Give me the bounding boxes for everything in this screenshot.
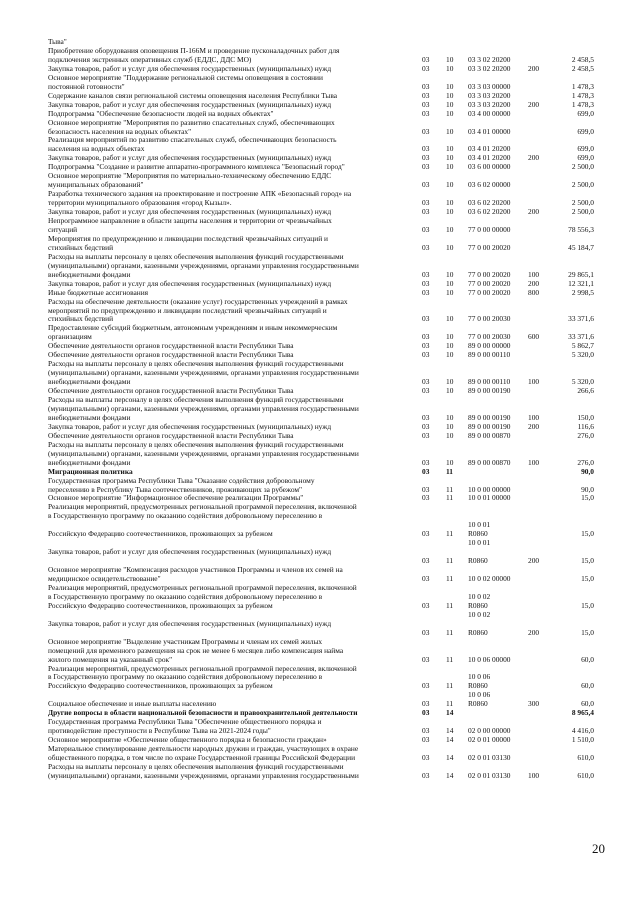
row-text: Российскую Федерацию соотечественников, проживающих за рубежом [48, 600, 273, 610]
row-text: безопасность населения на водных объектах" [48, 126, 192, 136]
row-subsection-code: 10 [446, 412, 454, 422]
row-target-article: R0860 [468, 529, 488, 539]
row-amount: 116,6 [577, 421, 594, 431]
row-section-code: 03 [422, 63, 430, 73]
row-section-code: 03 [422, 350, 430, 360]
row-text: Закупка товаров, работ и услуг для обеспечения государственных (муниципальных) нужд [48, 278, 332, 288]
row-amount: 15,0 [581, 627, 594, 637]
row-expense-type: 100 [528, 269, 540, 279]
row-target-article: 10 0 06 [468, 690, 491, 700]
row-text: Расходы на выплаты персоналу в целях обеспечения выполнения функций государственными [48, 251, 344, 261]
row-text: Государственная программа Республики Тыва "Оказание содействия добровольному [48, 475, 315, 485]
row-expense-type: 800 [528, 287, 540, 297]
row-target-article: 02 0 00 00000 [468, 726, 511, 736]
row-expense-type: 100 [528, 377, 540, 387]
row-target-article: 89 0 00 00190 [468, 421, 511, 431]
row-amount: 2 458,5 [571, 54, 594, 64]
row-text: мероприятий по предупреждению и ликвидации последствий чрезвычайных ситуаций и [48, 305, 327, 315]
row-text: стихийных бедствий [48, 314, 114, 324]
row-section-code: 03 [422, 421, 430, 431]
row-text: Непрограммное направление в области защиты населения и территории от чрезвычайных [48, 216, 332, 225]
row-amount: 5 320,0 [571, 350, 594, 360]
row-target-article: 89 0 00 00110 [468, 377, 511, 387]
row-target-article: 89 0 00 00110 [468, 350, 511, 360]
row-amount: 29 865,1 [568, 269, 594, 279]
row-text: Мероприятия по предупреждению и ликвидации последствий чрезвычайных ситуаций и [48, 233, 328, 243]
row-section-code: 03 [422, 654, 430, 664]
row-text: (муниципальными) органами, казенными учреждениями, органами управления государственными [48, 368, 359, 378]
row-text: Миграционная политика [48, 466, 133, 476]
row-amount: 60,0 [581, 681, 594, 691]
row-amount: 15,0 [581, 556, 594, 566]
row-text: (муниципальными) органами, казенными учреждениями, органами управления государственными [48, 770, 359, 780]
row-amount: 2 458,5 [571, 63, 594, 73]
row-text: Реализация мероприятий, предусмотренных региональной программой переселения, включенной [48, 582, 357, 592]
row-subsection-code: 10 [446, 108, 454, 118]
row-text: Расходы на обеспечение деятельности (оказание услуг) государственных учреждений в рамках [48, 296, 348, 306]
row-text: Основное мероприятие "Мероприятия по развитию спасательных служб, обеспечивающих [48, 117, 335, 127]
row-text: Обеспечение деятельности органов государственной власти Республики Тыва [48, 350, 294, 360]
row-subsection-code: 10 [446, 350, 454, 360]
row-target-article: 03 6 02 20200 [468, 198, 511, 208]
row-text: Реализация мероприятий, предусмотренных региональной программой переселения, включенной [48, 663, 357, 673]
row-text: Материальное стимулирование деятельности народных дружин и граждан, участвующих в охране [48, 744, 359, 754]
row-expense-type: 600 [528, 332, 540, 342]
row-amount: 2 500,0 [571, 198, 594, 208]
row-text: Закупка товаров, работ и услуг для обеспечения государственных (муниципальных) нужд [48, 618, 332, 628]
row-text: Закупка товаров, работ и услуг для обеспечения государственных (муниципальных) нужд [48, 547, 332, 557]
row-text: Закупка товаров, работ и услуг для обеспечения государственных (муниципальных) нужд [48, 153, 332, 163]
row-section-code: 03 [422, 180, 430, 190]
row-target-article: R0860 [468, 556, 488, 566]
row-subsection-code: 10 [446, 162, 454, 172]
row-section-code: 03 [422, 753, 430, 762]
row-target-article: 89 0 00 00190 [468, 386, 511, 396]
row-text: переселению в Республику Тыва соотечественников, проживающих за рубежом" [48, 484, 303, 494]
row-target-article: 77 0 00 20020 [468, 278, 511, 288]
row-subsection-code: 11 [446, 681, 454, 691]
row-section-code: 03 [422, 430, 430, 440]
row-target-article: 10 0 02 [468, 609, 491, 619]
row-expense-type: 200 [528, 556, 540, 566]
row-target-article: 03 3 02 20200 [468, 63, 511, 73]
row-text: Основное мероприятие "Компенсация расходов участников Программы и членов их семей на [48, 565, 343, 575]
row-amount: 90,0 [581, 466, 594, 476]
row-amount: 60,0 [581, 699, 594, 709]
row-subsection-code: 14 [446, 735, 454, 745]
row-section-code: 03 [422, 341, 430, 351]
row-target-article: 03 3 03 20200 [468, 99, 511, 109]
row-amount: 150,0 [577, 412, 594, 422]
row-amount: 699,0 [577, 144, 594, 154]
row-section-code: 03 [422, 770, 430, 780]
row-target-article: 10 0 02 [468, 591, 491, 601]
row-amount: 1 478,3 [571, 81, 594, 91]
row-text: противодействие преступности в Республике Тыва на 2021-2024 годы" [48, 726, 271, 736]
row-section-code: 03 [422, 90, 430, 100]
row-section-code: 03 [422, 484, 430, 494]
row-section-code: 03 [422, 242, 430, 252]
row-expense-type: 100 [528, 412, 540, 422]
row-text: Закупка товаров, работ и услуг для обеспечения государственных (муниципальных) нужд [48, 99, 332, 109]
row-target-article: 10 0 01 [468, 520, 491, 530]
row-section-code: 03 [422, 681, 430, 691]
row-amount: 12 321,1 [568, 278, 594, 288]
row-text: Расходы на выплаты персоналу в целях обеспечения выполнения функций государственными [48, 761, 344, 771]
row-section-code: 03 [422, 493, 430, 503]
row-section-code: 03 [422, 54, 430, 64]
row-text: муниципальных образований" [48, 180, 144, 190]
row-section-code: 03 [422, 278, 430, 288]
row-text: постоянной готовности" [48, 81, 125, 91]
row-text: Содержание каналов связи региональной системы оповещения населения Республики Тыва [48, 90, 338, 100]
row-section-code: 03 [422, 332, 430, 342]
row-text: территории муниципального образования «город Кызыл». [48, 198, 232, 208]
row-text: Закупка товаров, работ и услуг для обеспечения государственных (муниципальных) нужд [48, 63, 332, 73]
row-amount: 4 416,0 [571, 726, 594, 736]
row-subsection-code: 11 [446, 654, 454, 664]
row-amount: 699,0 [577, 153, 594, 163]
row-expense-type: 200 [528, 627, 540, 637]
row-subsection-code: 10 [446, 430, 454, 440]
row-target-article: 03 4 01 00000 [468, 126, 511, 136]
row-section-code: 03 [422, 99, 430, 109]
row-section-code: 03 [422, 466, 430, 476]
row-text: общественного порядка, в том числе по охране Государственной границы Российской Федерации [48, 753, 356, 762]
row-amount: 33 371,6 [568, 314, 594, 324]
row-text: Закупка товаров, работ и услуг для обеспечения государственных (муниципальных) нужд [48, 421, 332, 431]
row-text: подключения экстренных оперативных служб (ЕДДС, ДДС МО) [48, 54, 252, 64]
row-section-code: 03 [422, 269, 430, 279]
row-subsection-code: 10 [446, 278, 454, 288]
row-text: Приобретение оборудования оповещения П-166М и проведение пусконаладочных работ для [48, 45, 340, 55]
row-text: Российскую Федерацию соотечественников, проживающих за рубежом [48, 529, 273, 539]
row-target-article: 10 0 00 00000 [468, 484, 511, 494]
row-amount: 2 500,0 [571, 162, 594, 172]
row-target-article: 03 4 01 20200 [468, 153, 511, 163]
row-amount: 33 371,6 [568, 332, 594, 342]
row-text: Социальное обеспечение и иные выплаты населению [48, 699, 217, 709]
row-text: жилого помещения на указанный срок" [48, 654, 173, 664]
row-subsection-code: 10 [446, 457, 454, 467]
row-target-article: 10 0 02 00000 [468, 574, 511, 583]
row-text: Тыва" [48, 37, 67, 46]
row-amount: 45 184,7 [568, 242, 594, 252]
row-subsection-code: 10 [446, 341, 454, 351]
row-section-code: 03 [422, 412, 430, 422]
row-text: в Государственную программу по оказанию содействия добровольному переселению в [48, 672, 323, 682]
row-expense-type: 100 [528, 770, 540, 780]
row-section-code: 03 [422, 556, 430, 566]
row-section-code: 03 [422, 600, 430, 610]
row-text: Иные бюджетные ассигнования [48, 287, 149, 297]
row-subsection-code: 11 [446, 529, 454, 539]
row-subsection-code: 10 [446, 153, 454, 163]
row-target-article: R0860 [468, 681, 488, 691]
page-number: 20 [592, 841, 605, 856]
row-section-code: 03 [422, 386, 430, 396]
row-amount: 610,0 [577, 770, 594, 780]
row-text: Государственная программа Республики Тыва "Обеспечение общественного порядка и [48, 717, 322, 727]
row-amount: 1 510,0 [571, 735, 594, 745]
row-text: в Государственную программу по оказанию содействия добровольному переселению в [48, 591, 323, 601]
row-amount: 5 320,0 [571, 377, 594, 387]
row-section-code: 03 [422, 224, 430, 234]
row-text: Обеспечение деятельности органов государственной власти Республики Тыва [48, 386, 294, 396]
row-amount: 276,0 [577, 457, 594, 467]
row-target-article: 03 3 02 20200 [468, 54, 511, 64]
row-text: Закупка товаров, работ и услуг для обеспечения государственных (муниципальных) нужд [48, 207, 332, 217]
row-section-code: 03 [422, 574, 430, 583]
row-target-article: 03 6 00 00000 [468, 162, 511, 172]
row-amount: 2 998,5 [571, 287, 594, 297]
row-amount: 699,0 [577, 108, 594, 118]
row-subsection-code: 10 [446, 180, 454, 190]
row-text: Обеспечение деятельности органов государственной власти Республики Тыва [48, 430, 294, 440]
row-text: населения на водных объектах [48, 144, 145, 154]
row-subsection-code: 10 [446, 242, 454, 252]
row-section-code: 03 [422, 162, 430, 172]
row-text: внебюджетными фондами [48, 412, 131, 422]
row-section-code: 03 [422, 198, 430, 208]
row-subsection-code: 10 [446, 386, 454, 396]
row-target-article: 02 0 01 00000 [468, 735, 511, 745]
row-amount: 276,0 [577, 430, 594, 440]
row-expense-type: 200 [528, 278, 540, 288]
row-subsection-code: 11 [446, 574, 454, 583]
row-section-code: 03 [422, 126, 430, 136]
row-amount: 2 500,0 [571, 180, 594, 190]
row-section-code: 03 [422, 708, 430, 718]
row-amount: 5 862,7 [571, 341, 594, 351]
row-text: Основное мероприятие "Мероприятия по материально-техническому обеспечению ЕДДС [48, 171, 332, 181]
row-expense-type: 200 [528, 207, 540, 217]
row-subsection-code: 10 [446, 90, 454, 100]
row-text: Основное мероприятие "Информационное обеспечение реализации Программы" [48, 493, 304, 503]
row-target-article: 02 0 01 03130 [468, 770, 511, 780]
row-target-article: 77 0 00 20020 [468, 242, 511, 252]
row-text: Основное мероприятие «Обеспечение общественного порядка и безопасности граждан» [48, 735, 327, 745]
row-subsection-code: 14 [446, 770, 454, 780]
row-subsection-code: 10 [446, 126, 454, 136]
row-section-code: 03 [422, 457, 430, 467]
row-section-code: 03 [422, 287, 430, 297]
row-expense-type: 200 [528, 153, 540, 163]
row-amount: 610,0 [577, 753, 594, 762]
row-target-article: 77 0 00 20020 [468, 269, 511, 279]
row-target-article: 89 0 00 00000 [468, 341, 511, 351]
row-target-article: 03 3 03 20200 [468, 90, 511, 100]
row-target-article: 77 0 00 20020 [468, 287, 511, 297]
row-subsection-code: 11 [446, 484, 454, 494]
row-text: организациям [48, 332, 92, 342]
row-subsection-code: 11 [446, 627, 454, 637]
row-subsection-code: 10 [446, 314, 454, 324]
row-target-article: 10 0 01 00000 [468, 493, 511, 503]
row-text: внебюджетными фондами [48, 377, 131, 387]
row-target-article: R0860 [468, 600, 488, 610]
row-target-article: 03 4 01 20200 [468, 144, 511, 154]
row-target-article: 02 0 01 03130 [468, 753, 511, 762]
row-text: Основное мероприятие "Поддержание региональной системы оповещения в состоянии [48, 72, 323, 82]
row-amount: 15,0 [581, 493, 594, 503]
row-text: Основное мероприятие "Выделение участникам Программы и членам их семей жилых [48, 636, 323, 646]
row-target-article: 77 0 00 20030 [468, 314, 511, 324]
row-section-code: 03 [422, 377, 430, 387]
row-text: медицинское освидетельствование" [48, 574, 161, 583]
row-section-code: 03 [422, 627, 430, 637]
row-text: внебюджетными фондами [48, 269, 131, 279]
row-text: Разработка технического задания на проектирование и построение АПК «Безопасный город» на [48, 189, 352, 199]
row-text: Обеспечение деятельности органов государственной власти Республики Тыва [48, 341, 294, 351]
row-expense-type: 200 [528, 63, 540, 73]
row-section-code: 03 [422, 699, 430, 709]
row-target-article: 10 0 06 00000 [468, 654, 511, 664]
row-subsection-code: 14 [446, 726, 454, 736]
row-section-code: 03 [422, 207, 430, 217]
row-text: Реализация мероприятий, предусмотренных региональной программой переселения, включенной [48, 502, 357, 512]
row-amount: 60,0 [581, 654, 594, 664]
row-target-article: 10 0 01 [468, 538, 491, 548]
row-section-code: 03 [422, 153, 430, 163]
row-amount: 15,0 [581, 529, 594, 539]
row-amount: 15,0 [581, 600, 594, 610]
row-target-article: 03 6 02 00000 [468, 180, 511, 190]
row-text: Другие вопросы в области национальной безопасности и правоохранительной деятельности [48, 708, 358, 718]
row-target-article: 77 0 00 00000 [468, 224, 511, 234]
row-text: внебюджетными фондами [48, 457, 131, 467]
row-subsection-code: 10 [446, 198, 454, 208]
row-amount: 78 556,3 [568, 224, 594, 234]
row-section-code: 03 [422, 108, 430, 118]
row-expense-type: 200 [528, 421, 540, 431]
row-text: Расходы на выплаты персоналу в целях обеспечения выполнения функций государственными [48, 439, 344, 449]
row-subsection-code: 10 [446, 224, 454, 234]
row-subsection-code: 10 [446, 54, 454, 64]
row-amount: 1 478,3 [571, 90, 594, 100]
row-subsection-code: 10 [446, 144, 454, 154]
row-target-article: R0860 [468, 699, 488, 709]
row-text: в Государственную программу по оказанию содействия добровольному переселению в [48, 511, 323, 521]
row-amount: 15,0 [581, 574, 594, 583]
row-target-article: 03 3 03 00000 [468, 81, 511, 91]
row-subsection-code: 11 [446, 600, 454, 610]
row-target-article: 03 4 00 00000 [468, 108, 511, 118]
row-subsection-code: 10 [446, 207, 454, 217]
row-subsection-code: 11 [446, 556, 454, 566]
row-target-article: 89 0 00 00870 [468, 457, 511, 467]
row-expense-type: 300 [528, 699, 540, 709]
row-amount: 2 500,0 [571, 207, 594, 217]
row-subsection-code: 10 [446, 332, 454, 342]
row-section-code: 03 [422, 144, 430, 154]
row-subsection-code: 10 [446, 63, 454, 73]
row-target-article: R0860 [468, 627, 488, 637]
row-amount: 699,0 [577, 126, 594, 136]
row-text: Расходы на выплаты персоналу в целях обеспечения выполнения функций государственными [48, 359, 344, 369]
row-text: Реализация мероприятий по развитию спасательных служб, обеспечивающих безопасность [48, 135, 337, 145]
row-amount: 8 965,4 [571, 708, 594, 718]
row-target-article: 77 0 00 20030 [468, 332, 511, 342]
row-section-code: 03 [422, 726, 430, 736]
row-section-code: 03 [422, 81, 430, 91]
row-section-code: 03 [422, 529, 430, 539]
row-subsection-code: 10 [446, 287, 454, 297]
row-section-code: 03 [422, 735, 430, 745]
row-subsection-code: 10 [446, 421, 454, 431]
row-subsection-code: 10 [446, 99, 454, 109]
row-target-article: 89 0 00 00870 [468, 430, 511, 440]
row-subsection-code: 10 [446, 269, 454, 279]
row-subsection-code: 10 [446, 377, 454, 387]
row-text: Подпрограмма "Обеспечение безопасности людей на водных объектах" [48, 108, 274, 118]
row-subsection-code: 10 [446, 81, 454, 91]
row-text: Предоставление субсидий бюджетным, автономным учреждениям и иным некоммерческим [48, 323, 338, 333]
row-text: (муниципальными) органами, казенными учреждениями, органами управления государственными [48, 260, 359, 270]
row-text: помещений для временного размещения на срок не менее 6 месяцев либо компенсация найма [48, 645, 344, 655]
row-expense-type: 100 [528, 457, 540, 467]
row-text: (муниципальными) органами, казенными учреждениями, органами управления государственными [48, 448, 359, 458]
row-amount: 1 478,3 [571, 99, 594, 109]
row-subsection-code: 11 [446, 699, 454, 709]
row-section-code: 03 [422, 314, 430, 324]
row-text: (муниципальными) органами, казенными учреждениями, органами управления государственными [48, 403, 359, 413]
row-expense-type: 200 [528, 99, 540, 109]
row-target-article: 10 0 06 [468, 672, 491, 682]
row-text: ситуаций [48, 224, 78, 234]
row-text: Подпрограмма "Создание и развитие аппаратно-программного комплекса "Безопасный город" [48, 162, 345, 172]
row-target-article: 03 6 02 20200 [468, 207, 511, 217]
row-amount: 266,6 [577, 386, 594, 396]
row-text: Российскую Федерацию соотечественников, проживающих за рубежом [48, 681, 273, 691]
row-text: Расходы на выплаты персоналу в целях обеспечения выполнения функций государственными [48, 395, 344, 404]
row-subsection-code: 14 [446, 753, 454, 762]
row-amount: 90,0 [581, 484, 594, 494]
row-target-article: 89 0 00 00190 [468, 412, 511, 422]
row-subsection-code: 14 [446, 708, 454, 718]
row-text: стихийных бедствий [48, 242, 114, 252]
row-subsection-code: 11 [446, 493, 454, 503]
row-subsection-code: 11 [446, 466, 453, 476]
